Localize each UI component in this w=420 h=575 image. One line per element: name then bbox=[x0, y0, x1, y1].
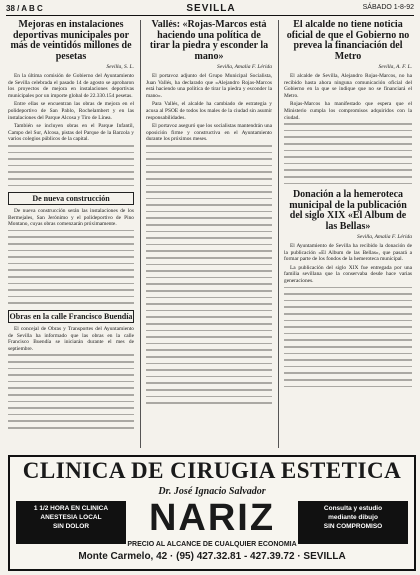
text-filler bbox=[146, 145, 272, 404]
ad-left-box bbox=[16, 501, 126, 544]
article-paragraph: El portavoz adjunto del Grupo Municipal Socialista, Juan Vallés, ha declarado que «Alejandro Rojas-Marcos está haciendo una política de tirar la piedra y esconder la mano». bbox=[146, 73, 272, 99]
issue-date: SÁBADO 1-8-92 bbox=[362, 4, 414, 11]
article-paragraph: El Ayuntamiento de Sevilla ha recibido la donación de la publicación «El Album de las Bellas», que pasará a formar parte de los fondos de la hemeroteca municipal. bbox=[284, 243, 412, 263]
article-paragraph: Rojas-Marcos ha manifestado que espera que el Ministerio cumpla los compromisos adquiridos con la ciudad. bbox=[284, 101, 412, 121]
article-paragraph: Entre ellas se encuentran las obras de mejora en el polideportivo de San Pablo, Rochelambert y en las instalaciones del Parque Alcosa y Tiro de Línea. bbox=[8, 101, 134, 121]
text-filler bbox=[8, 145, 134, 186]
article-subheading: De nueva construcción bbox=[8, 192, 134, 205]
article-subheading: Obras en la calle Francisco Buendía bbox=[9, 312, 133, 321]
article-column-1 bbox=[8, 20, 134, 450]
article-column-2 bbox=[146, 20, 272, 450]
ad-left-line: 1 1/2 HORA EN CLINICA bbox=[33, 505, 109, 512]
ad-right-line: Consulta y estudio bbox=[323, 505, 383, 512]
article-byline: Sevilla, Amalia F. Lérida bbox=[357, 234, 412, 241]
ad-nariz-heading: NARIZ bbox=[148, 497, 276, 539]
article-byline: Sevilla, Amalia F. Lérida bbox=[217, 64, 272, 70]
article-column-3 bbox=[284, 20, 412, 450]
article-paragraph: También se incluyen obras en el Parque Infantil, Campo del Sur, Alcosa, pistas del Parque de la Barzola y varios colegios públicos de la capital. bbox=[8, 123, 134, 143]
article-paragraph: La publicación del siglo XIX fue entregada por una familia sevillana que la conservaba desde hace varias generaciones. bbox=[284, 264, 412, 285]
article-headline: Donación a la hemeroteca municipal de la publicación del siglo XIX «El Album de las Bellas» bbox=[289, 189, 407, 232]
article-byline: Sevilla, A. F. L. bbox=[378, 64, 412, 70]
article-headline: El alcalde no tiene noticia oficial de que el Gobierno no preveа la financiación del Metro bbox=[286, 20, 410, 62]
section-title: SEVILLA bbox=[186, 3, 236, 14]
article-byline: Sevilla, S. L. bbox=[106, 64, 134, 70]
column-divider bbox=[278, 20, 279, 448]
clinic-advertisement bbox=[8, 455, 416, 571]
article-headline: Vallés: «Rojas-Marcos está haciendo una política de tirar la piedra y esconder la mano» bbox=[149, 20, 269, 62]
article-paragraph: El alcalde de Sevilla, Alejandro Rojas-Marcos, no ha recibido hasta ahora ninguna comunicación oficial del Gobierno en la que se indique que no se financiará el Metro. bbox=[284, 73, 412, 99]
ad-title: CLINICA DE CIRUGIA ESTETICA bbox=[22, 458, 402, 483]
text-filler bbox=[8, 354, 134, 428]
text-filler bbox=[284, 123, 412, 184]
text-filler bbox=[284, 287, 412, 388]
article-paragraph: Para Vallés, el alcalde ha cambiado de estrategia y acusa al PSOE de todos los males de la ciudad sin asumir responsabilidades. bbox=[146, 101, 272, 121]
ad-right-box bbox=[298, 501, 408, 544]
ad-doctor-name: Dr. José Ignacio Salvador bbox=[158, 486, 266, 497]
article-headline: Mejoras en instalaciones deportivas municipales por más de veintidós millones de pesetas bbox=[10, 20, 132, 62]
article-paragraph: El concejal de Obras y Transportes del Ayuntamiento de Sevilla ha informado que las obras en la calle Francisco Buendía se iniciarán durante el mes de septiembre. bbox=[8, 326, 134, 352]
header-rule bbox=[6, 15, 414, 16]
article-paragraph: En la última comisión de Gobierno del Ayuntamiento de Sevilla celebrada el pasado 14 de agosto se aprobaron los proyectos de mejora en instalaciones deportivas municipales por un importe global de 22.330.154 pesetas. bbox=[8, 73, 134, 99]
ad-left-line: ANESTESIA LOCAL bbox=[40, 514, 102, 521]
ad-right-line: SIN COMPROMISO bbox=[323, 523, 383, 530]
article-paragraph: De nueva construcción serán las instalaciones de los Bermejales, San Jerónimo y el polideportivo de Pino Montano, cuyas obras comenzarán próximamente. bbox=[8, 208, 134, 228]
page-number: 38 / A B C bbox=[6, 4, 43, 13]
article-paragraph: El portavoz aseguró que los socialistas mantendrán una oposición firme y constructiva en el Ayuntamiento durante los próximos meses. bbox=[146, 123, 272, 143]
column-divider bbox=[140, 20, 141, 448]
ad-left-line: SIN DOLOR bbox=[52, 523, 90, 530]
ad-right-line: mediante dibujo bbox=[328, 514, 378, 521]
ad-contact: Monte Carmelo, 42 · (95) 427.32.81 - 427.39.72 · SEVILLA bbox=[78, 551, 346, 562]
text-filler bbox=[8, 230, 134, 304]
ad-promo: PRECIO AL ALCANCE DE CUALQUIER ECONOMIA bbox=[127, 541, 297, 548]
